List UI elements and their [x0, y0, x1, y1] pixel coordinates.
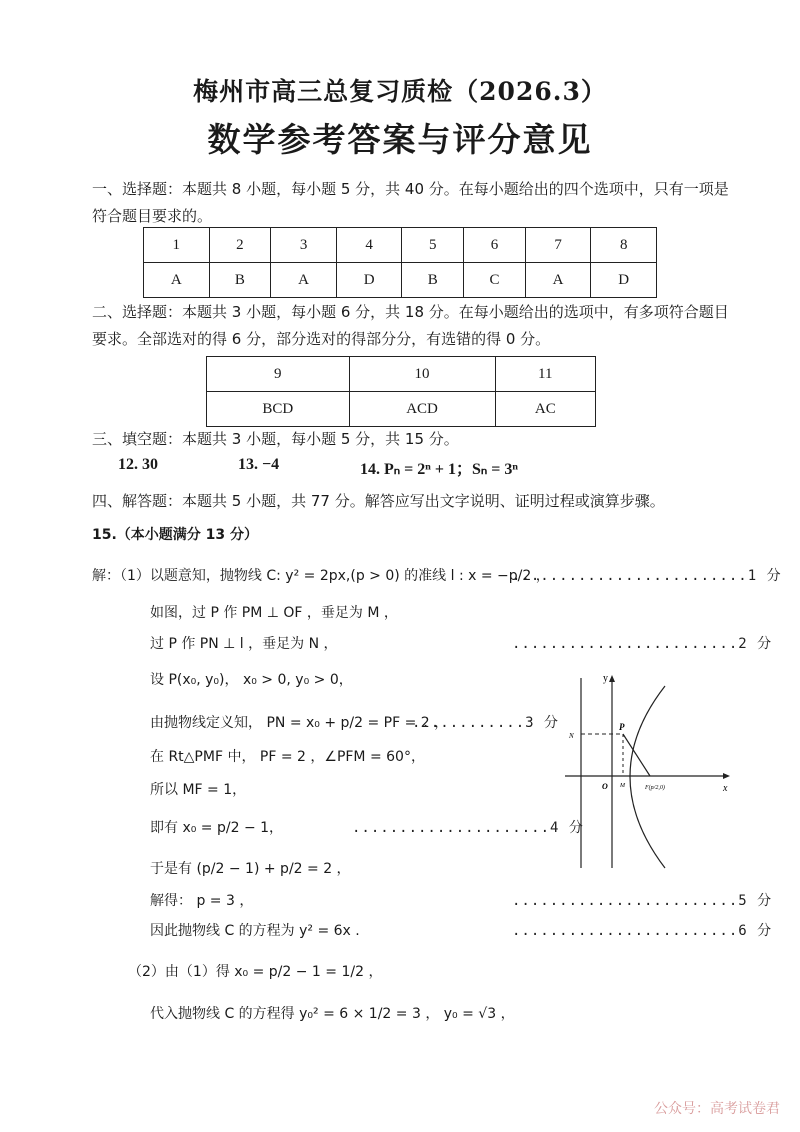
answer-14: 14. Pₙ = 2ⁿ + 1；Sₙ = 3ⁿ: [360, 461, 518, 478]
answer-cell: A: [525, 263, 591, 298]
solution-line: 如图，过 P 作 PM ⊥ OF ，垂足为 M ，: [150, 605, 398, 621]
answer-12: 12. 30: [118, 456, 158, 473]
answer-cell: AC: [495, 392, 595, 427]
answer-cell: A: [144, 263, 210, 298]
question-number: 9: [207, 357, 350, 392]
point-p-label: P: [619, 722, 625, 732]
score-marker: ........................5 分: [512, 893, 773, 909]
solution-line: 设 P(x₀, y₀)， x₀ > 0, y₀ > 0，: [150, 672, 353, 688]
table-row: [144, 263, 657, 298]
question-number: 4: [336, 228, 402, 263]
score-marker: .........................1 分: [512, 568, 782, 584]
question-number: 1: [144, 228, 210, 263]
page-title: 梅州市高三总复习质检（2026.3）: [193, 77, 607, 106]
table-row: [144, 228, 657, 263]
parabola-figure: [555, 668, 735, 873]
score-marker: ............3 分: [412, 715, 560, 731]
point-m-label: M: [620, 783, 625, 789]
question-number: 10: [349, 357, 495, 392]
answer-cell: BCD: [207, 392, 350, 427]
solution-line: 代入抛物线 C 的方程得 y₀² = 6 × 1/2 = 3 ， y₀ = √3 ，: [150, 1006, 515, 1022]
answer-13: 13. −4: [238, 456, 280, 473]
question-number: 3: [271, 228, 337, 263]
solution-line: 于是有 (p/2 − 1) + p/2 = 2 ，: [150, 861, 351, 877]
answer-cell: A: [271, 263, 337, 298]
question-number: 2: [209, 228, 271, 263]
answer-cell: D: [591, 263, 657, 298]
watermark: 公众号：高考试卷君: [654, 1101, 780, 1117]
solution-line: 解：（1）以题意知，抛物线 C: y² = 2px,(p > 0) 的准线 l : x = −p/2 ，: [92, 568, 550, 584]
solution-line: 在 Rt△PMF 中， PF = 2 ，∠PFM = 60°，: [150, 749, 425, 765]
score-marker: ........................2 分: [512, 636, 773, 652]
question-number: 7: [525, 228, 591, 263]
section2-instructions: 二、选择题：本题共 3 小题，每小题 6 分，共 18 分。在每小题给出的选项中，有多项符合题目要求。全部选对的得 6 分，部分选对的得部分分，有选错的得 0 分。: [92, 303, 729, 348]
solution-line: 即有 x₀ = p/2 − 1，: [150, 820, 284, 836]
origin-label: O: [602, 782, 608, 791]
score-marker: .....................4 分: [352, 820, 584, 836]
section3-instructions: 三、填空题：本题共 3 小题，每小题 5 分，共 15 分。: [92, 430, 459, 448]
answer-cell: ACD: [349, 392, 495, 427]
solution-line: （2）由（1）得 x₀ = p/2 − 1 = 1/2 ，: [128, 964, 383, 980]
question-15-heading: 15.（本小题满分 13 分）: [92, 527, 259, 543]
section4-instructions: 四、解答题：本题共 5 小题，共 77 分。解答应写出文字说明、证明过程或演算步骤。: [92, 492, 665, 510]
answer-cell: D: [336, 263, 402, 298]
x-axis-label: x: [723, 783, 728, 794]
question-number: 8: [591, 228, 657, 263]
section1-answer-table: [143, 227, 657, 298]
score-marker: ........................6 分: [512, 923, 773, 939]
answer-cell: B: [209, 263, 271, 298]
section2-answer-table: [206, 356, 596, 427]
question-number: 11: [495, 357, 595, 392]
answer-cell: B: [402, 263, 464, 298]
solution-line: 由抛物线定义知， PN = x₀ + p/2 = PF = 2 ，: [150, 715, 449, 731]
question-number: 6: [464, 228, 526, 263]
table-row: [207, 392, 596, 427]
table-row: [207, 357, 596, 392]
point-n-label: N: [569, 732, 574, 740]
point-f-label: F(p/2,0): [645, 785, 665, 791]
answer-cell: C: [464, 263, 526, 298]
page-subtitle: 数学参考答案与评分意见: [207, 120, 593, 159]
solution-line: 所以 MF = 1，: [150, 782, 247, 798]
y-axis-label: y: [603, 673, 608, 684]
section1-instructions: 一、选择题：本题共 8 小题，每小题 5 分，共 40 分。在每小题给出的四个选项中，只有一项是符合题目要求的。: [92, 180, 729, 225]
question-number: 5: [402, 228, 464, 263]
solution-line: 因此抛物线 C 的方程为 y² = 6x .: [150, 923, 360, 939]
solution-line: 解得： p = 3 ，: [150, 893, 254, 909]
solution-line: 过 P 作 PN ⊥ l ，垂足为 N ，: [150, 636, 338, 652]
